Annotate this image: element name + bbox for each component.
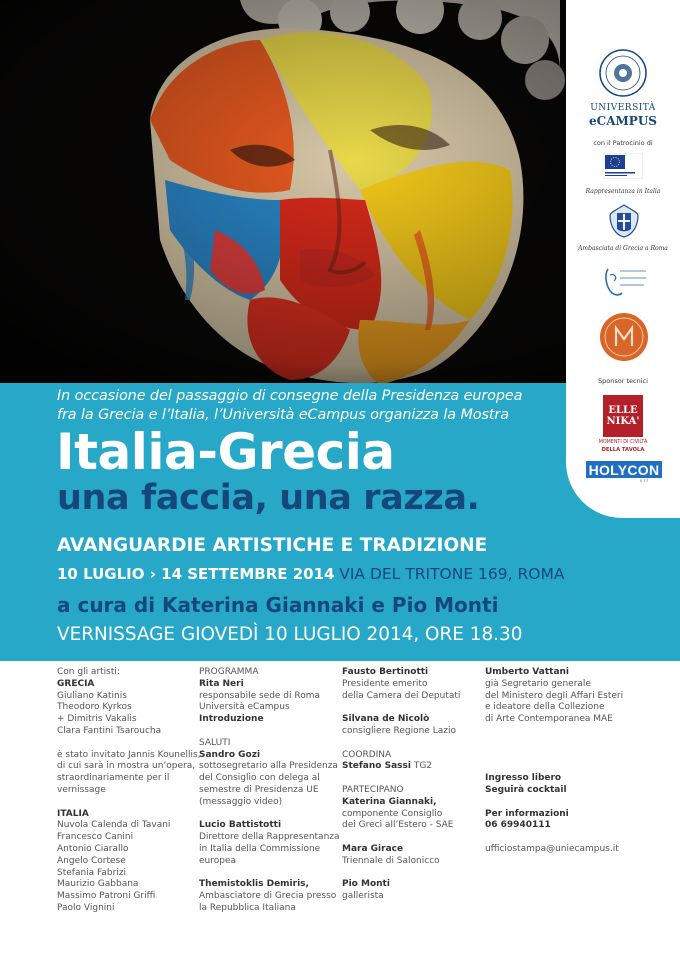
program-line-text: in Italia della Commissione [199,843,321,854]
line-spacer [485,738,623,750]
info-line [485,679,623,691]
program-line [199,785,340,797]
speakers-line-text: Katerina Giannaki, [342,796,437,807]
program-line [199,856,340,868]
info-line [485,785,623,797]
speakers-line-text: Silvana de Nicolò [342,714,430,725]
artists-line [57,879,201,891]
dates-and-venue [57,567,564,583]
program-line [199,820,340,832]
artists-line [57,891,201,903]
artists-line-text: ITALIA [57,808,89,819]
greece-emblem-icon [608,203,640,239]
line-spacer [485,832,623,844]
program-line-text: europea [199,855,237,866]
artists-line [57,809,201,821]
speakers-line [342,679,460,691]
speakers-line [342,785,460,797]
speakers-line [342,667,460,679]
speakers-line-text: Presidente emerito [342,678,428,689]
program-line [199,797,340,809]
artists-line-text: GRECIA [57,678,95,689]
program-line [199,750,340,762]
greece-caption: Ambasciata di Grecia a Roma [578,245,668,252]
speakers-line-text: Triennale di Salonicco [342,855,440,866]
ellenika-tagline1: MOMENTI DI CIVILTÀ [598,440,648,445]
program-line-text: Themistoklis Demiris, [199,879,309,890]
orange-round-logo-icon [599,312,649,362]
speakers-line [342,714,460,726]
artists-line [57,785,201,797]
artists-line-text: Maurizio Gabbana [57,879,139,890]
artists-line [57,750,201,762]
artists-line-text: Clara Fantini Tsaroucha [57,725,162,736]
program-line-text: la Repubblica Italiana [199,902,296,913]
line-spacer [199,809,340,821]
info-line [485,844,623,856]
ellenika-logo [603,395,643,437]
artists-line [57,903,201,915]
speakers-line [342,879,460,891]
artists-line-text: Con gli artisti: [57,667,120,677]
ellenika-line1: ELLE [608,404,638,416]
line-spacer [199,868,340,880]
info-line [485,773,623,785]
speakers-line-text: Stefano Sassi [342,761,411,772]
program-line [199,738,340,750]
speakers-line-text: Fausto Bertinotti [342,667,429,677]
speakers-line [342,891,460,903]
info-line [485,691,623,703]
program-line-text: Università eCampus [199,702,290,713]
program-line [199,714,340,726]
info-line-text: e ideatore della Collezione [485,702,605,713]
program-line [199,702,340,714]
holycon-sub: s r l [640,479,649,484]
speakers-line [342,820,460,832]
artists-line-text: è stato invitato Jannis Kounellis, [57,749,201,760]
exhibition-theme: AVANGUARDIE ARTISTICHE E TRADIZIONE [57,535,488,556]
speakers-line [342,809,460,821]
speakers-line [342,844,460,856]
speakers-line-text: PARTECIPANO [342,784,404,795]
artists-line-text: Antonio Ciarallo [57,843,129,854]
info-line [485,667,623,679]
line-spacer [485,726,623,738]
info-line [485,820,623,832]
speakers-line [342,797,460,809]
info-line-text: di Arte Contemporanea MAE [485,714,613,725]
line-spacer [342,738,460,750]
program-line-text: Rita Neri [199,678,244,689]
program-line [199,903,340,915]
artists-line-text: Nuvola Calenda di Tavani [57,820,171,831]
eu-caption: Rappresentanza in Italia [585,188,661,195]
speakers-line-text: COORDINA [342,749,392,760]
program-line-text: Direttore della Rappresentanza [199,832,340,843]
artists-line-text: Stefania Fabrizi [57,867,127,878]
exhibition-subtitle-motto: una faccia, una razza. [57,478,480,518]
program-line-text: (messaggio video) [199,796,283,807]
speakers-column [342,667,460,903]
speakers-line-text: dei Greci all’Estero - SAE [342,820,454,831]
program-line-text: Sandro Gozi [199,749,261,760]
artists-line [57,773,201,785]
artists-line-text: di cui sarà in mostra un’opera, [57,761,196,772]
speakers-line-text: Pio Monti [342,879,390,890]
program-line-text: sottosegretario alla Presidenza [199,761,338,772]
ellenika-tagline2: DELLA TAVOLA [601,447,645,453]
artists-line [57,856,201,868]
sponsor-label: Sponsor tecnici [598,377,648,385]
eu-flag-icon [603,153,643,179]
artists-line [57,726,201,738]
info-line [485,809,623,821]
program-line [199,773,340,785]
speakers-line-text: Mara Girace [342,843,404,854]
exhibition-venue: VIA DEL TRITONE 169, ROMA [339,565,565,583]
ellenika-line2: NIKA' [606,415,640,427]
program-line-text: Introduzione [199,714,264,725]
program-line-text: PROGRAMMA [199,667,259,677]
line-spacer [342,832,460,844]
info-line [485,714,623,726]
holycon-text: HOLYCON [588,461,660,478]
artists-line-text: straordinariamente per il [57,773,170,784]
artists-line-text: Giuliano Katinis [57,690,127,701]
artists-line-text: Francesco Canini [57,832,134,843]
line-spacer [485,797,623,809]
speakers-line-text: della Camera dei Deputati [342,690,461,701]
program-line-text: Ambasciatore di Grecia presso [199,891,337,902]
exhibition-dates: 10 LUGLIO › 14 SETTEMBRE 2014 [57,565,335,583]
program-line-text: del Consiglio con delega al [199,773,320,784]
info-line-text: 06 69940111 [485,820,551,831]
info-line-text: Seguirà cocktail [485,784,567,795]
university-name-line1: UNIVERSITÀ [590,103,656,113]
line-spacer [485,750,623,762]
intro-line-2: fra la Grecia e l’Italia, l’Università eCampus organizza la Mostra [57,407,509,423]
vernissage-line: VERNISSAGE GIOVEDÌ 10 LUGLIO 2014, ORE 18.30 [57,624,523,645]
line-spacer [342,773,460,785]
exhibition-title: Italia-Grecia [56,423,395,481]
program-line [199,891,340,903]
info-line-text: Per informazioni [485,808,569,819]
speakers-line [342,856,460,868]
info-line-text: Ingresso libero [485,773,562,784]
artists-line [57,702,201,714]
line-spacer [342,868,460,880]
program-line [199,844,340,856]
program-line [199,679,340,691]
line-spacer [199,726,340,738]
university-seal-icon [598,48,648,98]
speakers-line [342,761,460,773]
program-line [199,667,340,679]
speakers-line-suffix: TG2 [410,761,433,772]
patronage-label: con il Patrocinio di [593,139,653,147]
artists-line-text: Theodoro Kyrkos [57,702,132,713]
line-spacer [57,797,201,809]
curators-line: a cura di Katerina Giannaki e Pio Monti [57,593,499,617]
artists-line [57,868,201,880]
program-line-text: SALUTI [199,737,231,748]
artists-line-text: + Dimitris Vakalis [57,714,137,725]
speakers-line [342,750,460,762]
speakers-line-text: consigliere Regione Lazio [342,725,456,736]
artists-line [57,714,201,726]
university-name-line2: eCAMPUS [589,114,657,128]
artists-line-text: vernissage [57,784,106,795]
program-line-text: responsabile sede di Roma [199,690,321,701]
artists-line [57,844,201,856]
artists-line-text: Angelo Cortese [57,855,126,866]
info-line-text: del Ministero degli Affari Esteri [485,690,624,701]
program-column [199,667,340,915]
line-spacer [485,761,623,773]
speakers-line-text: componente Consiglio [342,808,443,819]
program-line [199,832,340,844]
association-logo-icon [600,263,650,299]
program-line-text: semestre di Presidenza UE [199,784,319,795]
info-line [485,702,623,714]
program-line-text: Lucio Battistotti [199,820,282,831]
program-line [199,691,340,703]
speakers-line [342,726,460,738]
artists-line [57,761,201,773]
speakers-line [342,691,460,703]
holycon-logo [586,461,662,478]
artists-line [57,832,201,844]
info-line-text: ufficiostampa@uniecampus.it [485,843,619,854]
program-line [199,761,340,773]
info-line-text: Umberto Vattani [485,667,570,677]
speakers-line-text: gallerista [342,891,384,902]
artists-line [57,667,201,679]
artists-line-text: Paolo Vignini [57,902,115,913]
line-spacer [342,702,460,714]
artists-line-text: Massimo Patroni Griffi [57,891,156,902]
info-line-text: già Segretario generale [485,678,591,689]
artists-column [57,667,201,915]
intro-line-1: In occasione del passaggio di consegne della Presidenza europea [57,388,523,404]
info-column [485,667,623,856]
artists-line [57,679,201,691]
line-spacer [57,738,201,750]
program-line [199,879,340,891]
artists-line [57,691,201,703]
artists-line [57,820,201,832]
